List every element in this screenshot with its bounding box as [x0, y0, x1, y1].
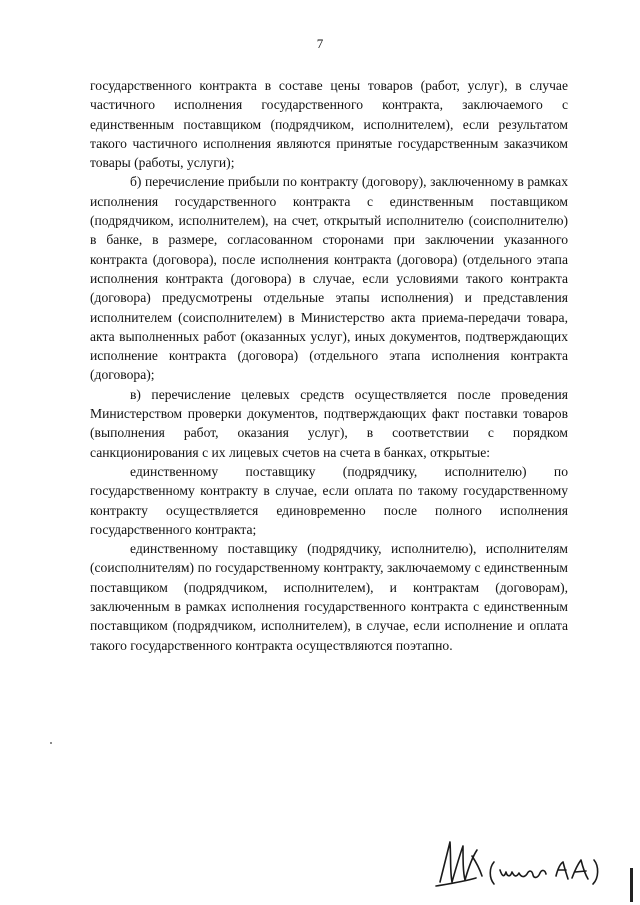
paragraph-single-payment: единственному поставщику (подрядчику, исполнителю) по государственному контракту в случае, если оплата по такому государственному контракту осуществляется единовременно после полного исполнения государственного контракта; [90, 463, 568, 537]
paragraph-staged-payment: единственному поставщику (подрядчику, исполнителю), исполнителям (соисполнителям) по государственному контракту, заключаемому с единственным поставщиком (подрядчиком, исполнителем), и контрактам (договорам), заключенным в рамках исполнения государственного контракта с единственным поставщиком (подрядчиком, исполнителем), в случае, если исполнение и оплата такого государственного контракта осуществляются поэтапно. [90, 541, 568, 653]
document-body [90, 76, 568, 655]
paragraph-continuation: государственного контракта в составе цены товаров (работ, услуг), в случае частичного исполнения государственного контракта, заключаемого с единственным поставщиком (подрядчиком, исполнителем), если результатом такого частичного исполнения являются принятые государственным заказчиком товары (работы, услуги); [90, 78, 568, 171]
paragraph-v: в) перечисление целевых средств осуществляется после проведения Министерством проверки документов, подтверждающих факт поставки товаров (выполнения работ, оказания услуг), в соответствии с порядком санкционирования с их лицевых счетов на счета в банках, открытые: [90, 386, 568, 460]
page-number: 7 [316, 36, 324, 51]
handwritten-signature [432, 836, 612, 898]
paragraph-b: б) перечисление прибыли по контракту (договору), заключенному в рамках исполнения государственного контракта с единственным поставщиком (подрядчиком, исполнителем), на счет, открытый исполнителю (соисполнителю) в банке, в размере, согласованном сторонами при заключении указанного контракта (договора), после исполнения контракта (договора) (отдельного этапа исполнения контракта (договора) в случае, если условиями такого контракта (договора) предусмотрены отдельные этапы исполнения) и представления исполнителем (соисполнителем) в Министерство акта приема-передачи товара, акта выполненных работ (оказанных услуг), иных документов, подтверждающих исполнение контракта (договора) (отдельного этапа исполнения контракта (договора); [90, 174, 568, 383]
margin-dot [50, 742, 52, 744]
scan-edge-mark [630, 868, 633, 902]
